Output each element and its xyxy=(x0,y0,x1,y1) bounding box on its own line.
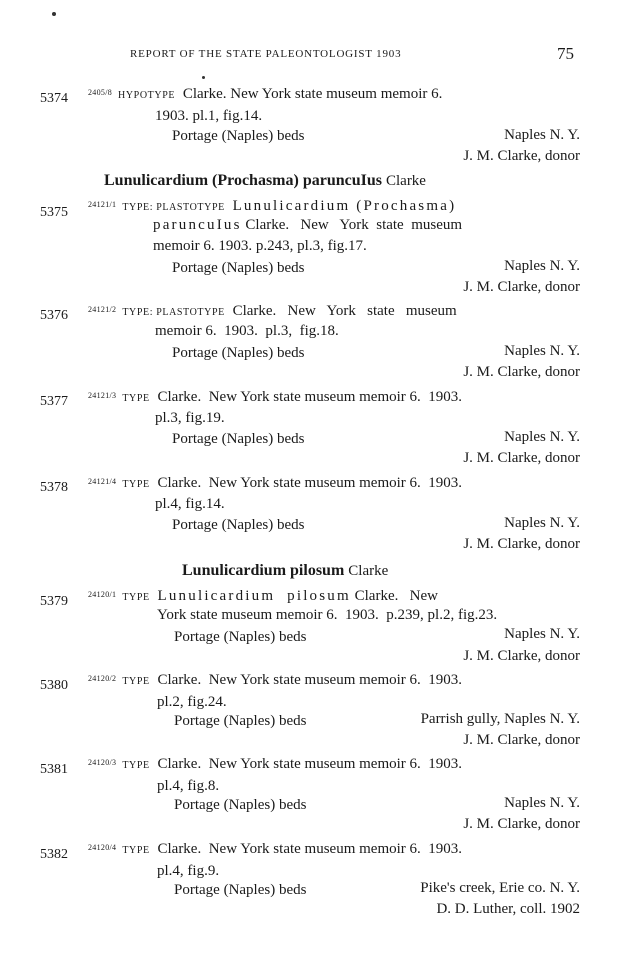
entry-citation-line xyxy=(88,668,462,692)
specimen-fraction: 24120/1 xyxy=(88,590,117,599)
species-name: Lunulicardium pilosum xyxy=(182,562,345,579)
entry-citation-line xyxy=(88,837,462,861)
entry-number: 5380 xyxy=(40,678,68,693)
locality-text: Naples N. Y. xyxy=(504,515,580,531)
entry-citation-line xyxy=(88,82,442,106)
formation-text: Portage (Naples) beds xyxy=(172,431,305,447)
type-label: TYPE xyxy=(122,393,150,404)
citation-text: Clarke. New York state museum memoir 6. xyxy=(182,86,443,102)
species-heading xyxy=(182,562,388,580)
taxon-name-spaced: paruncuIus xyxy=(153,217,242,233)
type-label: TYPE xyxy=(122,676,150,687)
citation-text: Clarke. New York state museum memoir 6. 1903. xyxy=(157,756,463,772)
donor-text: J. M. Clarke, donor xyxy=(463,732,580,748)
header-title: REPORT OF THE STATE PALEONTOLOGIST 1903 xyxy=(130,48,402,60)
donor-text: J. M. Clarke, donor xyxy=(463,148,580,164)
type-label: TYPE xyxy=(122,845,150,856)
donor-text: J. M. Clarke, donor xyxy=(463,536,580,552)
specimen-fraction: 24120/2 xyxy=(88,674,117,683)
locality-text: Pike's creek, Erie co. N. Y. xyxy=(420,880,580,896)
specimen-fraction: 24121/2 xyxy=(88,305,117,314)
citation-continuation: pl.4, fig.9. xyxy=(157,863,220,879)
locality-text: Naples N. Y. xyxy=(504,429,580,445)
taxon-name-spaced: Lunulicardium pilosum xyxy=(157,588,351,604)
formation-text: Portage (Naples) beds xyxy=(172,517,305,533)
formation-text: Portage (Naples) beds xyxy=(172,260,305,276)
citation-text: Clarke. New xyxy=(354,588,438,604)
locality-text: Naples N. Y. xyxy=(504,795,580,811)
citation-continuation: pl.4, fig.8. xyxy=(157,778,220,794)
taxon-name-spaced: Lunulicardium (Prochasma) xyxy=(232,198,457,214)
donor-text: J. M. Clarke, donor xyxy=(463,364,580,380)
locality-text: Naples N. Y. xyxy=(504,626,580,642)
running-header xyxy=(0,44,626,66)
donor-text: J. M. Clarke, donor xyxy=(463,450,580,466)
locality-text: Naples N. Y. xyxy=(504,258,580,274)
entry-number: 5376 xyxy=(40,308,68,323)
citation-text: Clarke. New York state museum memoir 6. 1903. xyxy=(157,672,463,688)
donor-text: D. D. Luther, coll. 1902 xyxy=(436,901,580,917)
specimen-fraction: 2405/8 xyxy=(88,88,113,97)
formation-text: Portage (Naples) beds xyxy=(174,629,307,645)
species-author: Clarke xyxy=(385,173,426,189)
entry-citation-line xyxy=(88,471,462,495)
entry-number: 5375 xyxy=(40,205,68,220)
citation-continuation: pl.4, fig.14. xyxy=(155,496,225,512)
locality-text: Naples N. Y. xyxy=(504,127,580,143)
donor-text: J. M. Clarke, donor xyxy=(463,816,580,832)
citation-text: Clarke. New York state museum xyxy=(245,217,463,233)
citation-text: Clarke. New York state museum xyxy=(232,303,457,319)
ink-speck xyxy=(52,12,56,16)
entry-citation-line xyxy=(88,752,462,776)
specimen-fraction: 24120/4 xyxy=(88,843,117,852)
species-heading xyxy=(104,172,426,190)
specimen-fraction: 24121/4 xyxy=(88,477,117,486)
specimen-fraction: 24121/3 xyxy=(88,391,117,400)
type-label: TYPE xyxy=(122,592,150,603)
ink-speck xyxy=(202,76,205,79)
species-author: Clarke xyxy=(348,563,389,579)
donor-text: J. M. Clarke, donor xyxy=(463,648,580,664)
specimen-fraction: 24120/3 xyxy=(88,758,117,767)
citation-text: Clarke. New York state museum memoir 6. 1903. xyxy=(157,475,463,491)
citation-text: Clarke. New York state museum memoir 6. 1903. xyxy=(157,389,463,405)
type-label: TYPE: PLASTOTYPE xyxy=(122,307,225,318)
specimen-fraction: 24121/1 xyxy=(88,200,117,209)
formation-text: Portage (Naples) beds xyxy=(172,128,305,144)
formation-text: Portage (Naples) beds xyxy=(174,797,307,813)
citation-continuation: pl.3, fig.19. xyxy=(155,410,225,426)
formation-text: Portage (Naples) beds xyxy=(174,882,307,898)
entry-number: 5377 xyxy=(40,394,68,409)
donor-text: J. M. Clarke, donor xyxy=(463,279,580,295)
entry-number: 5381 xyxy=(40,762,68,777)
entry-number: 5382 xyxy=(40,847,68,862)
type-label: TYPE: PLASTOTYPE xyxy=(122,202,225,213)
citation-continuation xyxy=(153,215,462,236)
type-label: TYPE xyxy=(122,760,150,771)
formation-text: Portage (Naples) beds xyxy=(172,345,305,361)
citation-text: Clarke. New York state museum memoir 6. 1903. xyxy=(157,841,463,857)
species-name: Lunulicardium (Prochasma) paruncuIus xyxy=(104,172,382,189)
entry-number: 5374 xyxy=(40,91,68,106)
page-number: 75 xyxy=(557,44,574,63)
entry-citation-line xyxy=(88,299,457,323)
entry-citation-line xyxy=(88,385,462,409)
citation-continuation: memoir 6. 1903. p.243, pl.3, fig.17. xyxy=(153,238,367,254)
type-label: TYPE xyxy=(122,479,150,490)
locality-text: Naples N. Y. xyxy=(504,343,580,359)
citation-continuation: pl.2, fig.24. xyxy=(157,694,227,710)
formation-text: Portage (Naples) beds xyxy=(174,713,307,729)
citation-continuation: 1903. pl.1, fig.14. xyxy=(155,108,263,124)
citation-continuation: York state museum memoir 6. 1903. p.239, pl.2, fig.23. xyxy=(157,607,498,623)
locality-text: Parrish gully, Naples N. Y. xyxy=(420,711,580,727)
type-label: HYPOTYPE xyxy=(118,90,176,101)
entry-number: 5379 xyxy=(40,594,68,609)
entry-number: 5378 xyxy=(40,480,68,495)
citation-continuation: memoir 6. 1903. pl.3, fig.18. xyxy=(155,323,339,339)
